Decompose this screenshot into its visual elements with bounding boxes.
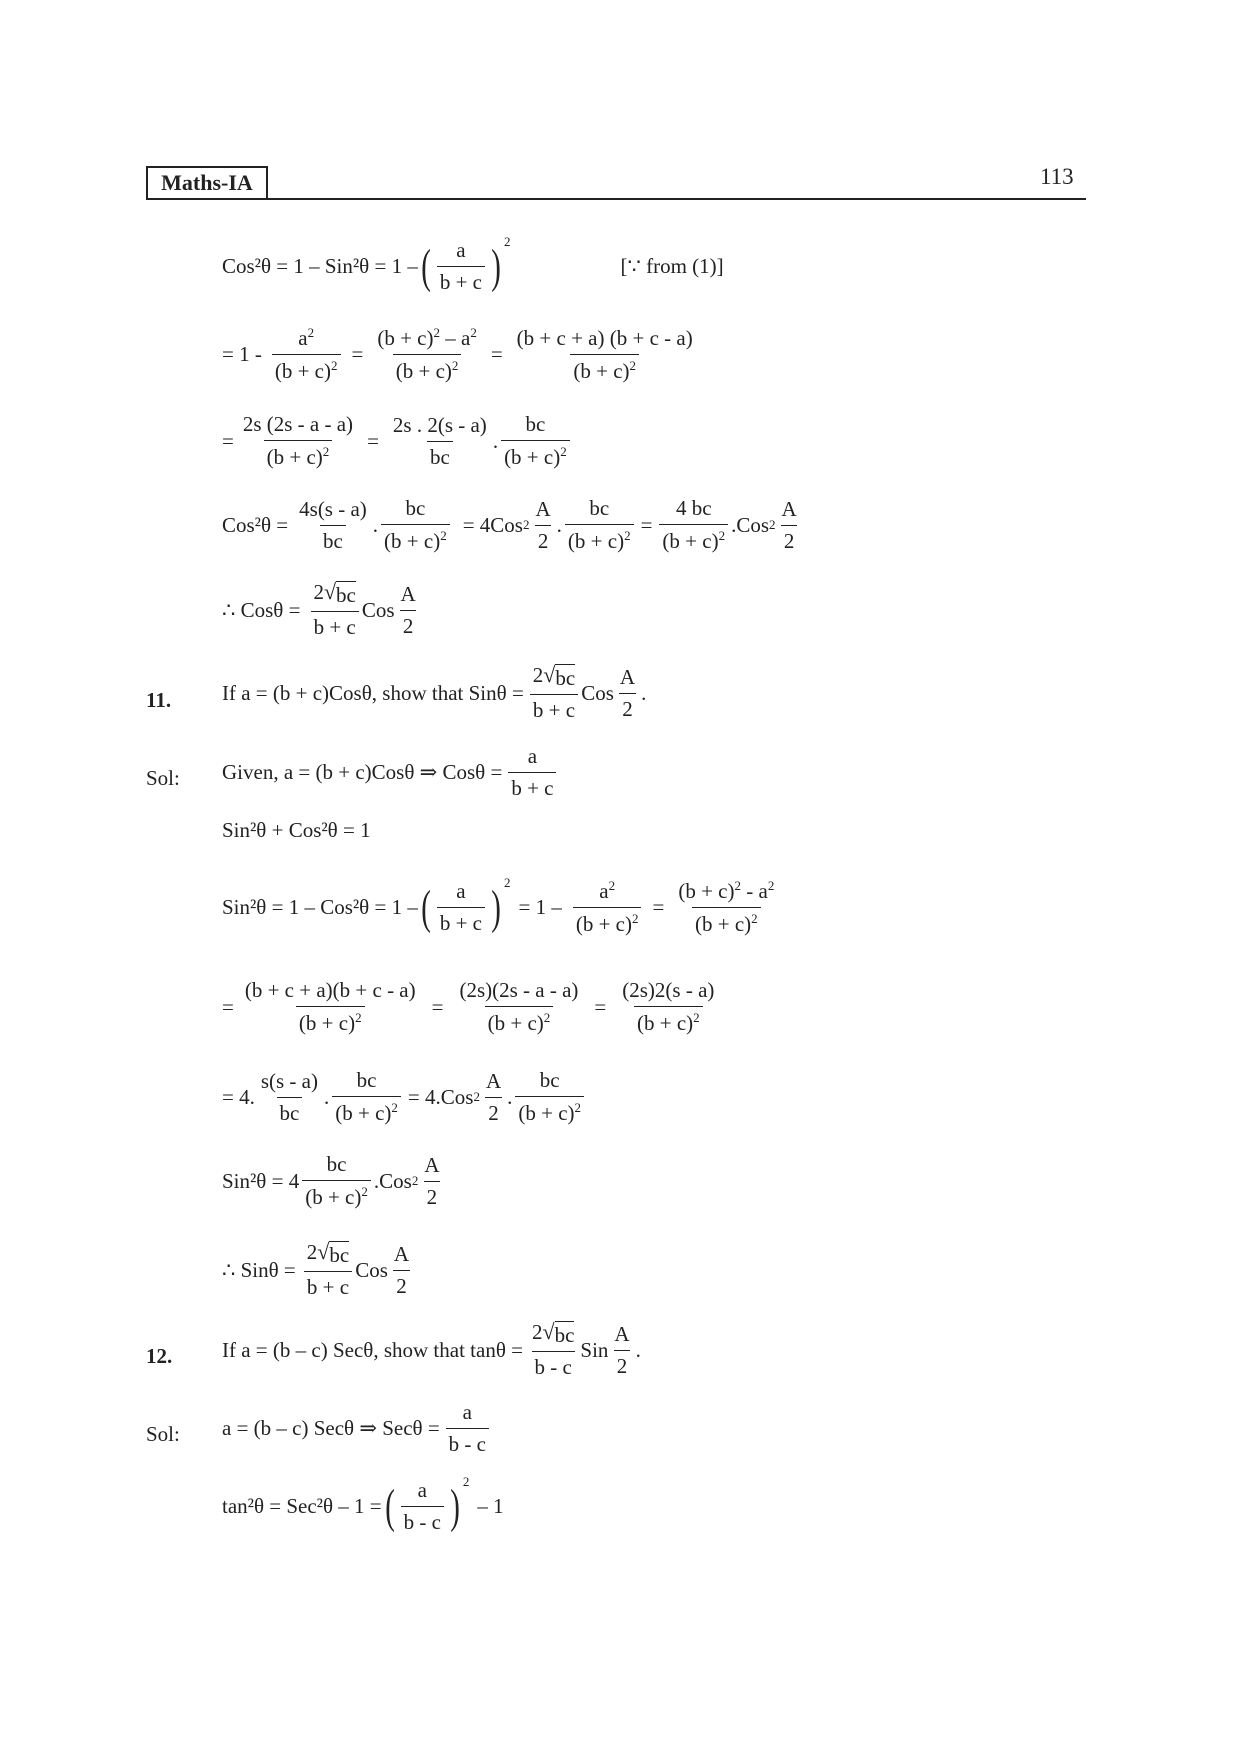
exponent: 2 bbox=[751, 911, 758, 926]
denominator: 2 bbox=[400, 610, 417, 639]
text: .Cos bbox=[373, 1168, 412, 1193]
numerator: (b + c) bbox=[377, 326, 434, 350]
exponent: 2 bbox=[473, 1089, 480, 1104]
question-number: 11. bbox=[146, 688, 172, 712]
denominator: (b + c) bbox=[573, 358, 630, 383]
radical: √ bc bbox=[543, 662, 576, 690]
fraction bbox=[437, 238, 485, 295]
equals: = bbox=[367, 428, 379, 453]
dot: . bbox=[507, 1084, 513, 1109]
exponent: 2 bbox=[718, 528, 726, 543]
text: ∴ Cosθ = bbox=[222, 597, 301, 622]
fraction bbox=[302, 1152, 371, 1210]
exponent: 2 bbox=[629, 357, 637, 373]
exponent: 2 bbox=[470, 325, 477, 340]
denominator: (b + c) bbox=[575, 912, 632, 936]
paren-group: ( $\frac{a}{b + c}$ ) 2 bbox=[421, 875, 511, 935]
numerator: A bbox=[614, 1321, 630, 1346]
header-title: Maths-IA bbox=[161, 170, 253, 195]
exponent: 2 bbox=[391, 1100, 398, 1115]
denominator: (b + c) bbox=[694, 912, 752, 936]
question-text: If a = (b – c) Secθ, show that tanθ = bbox=[222, 1337, 523, 1362]
numerator: A bbox=[393, 1241, 410, 1266]
exponent: 2 bbox=[624, 528, 631, 543]
text: Sin²θ = 1 – Cos²θ = 1 – bbox=[222, 895, 418, 919]
fraction bbox=[617, 665, 638, 722]
equals: = bbox=[490, 342, 503, 366]
fraction bbox=[619, 978, 717, 1036]
denominator: (b + c) bbox=[637, 1011, 694, 1035]
exponent: 2 bbox=[503, 875, 511, 890]
fraction bbox=[483, 1069, 504, 1126]
text: Sin²θ = 4 bbox=[222, 1168, 300, 1193]
denominator: 2 bbox=[619, 693, 636, 722]
numerator: (2s)2(s - a) bbox=[622, 978, 715, 1002]
exponent: 2 bbox=[574, 1100, 582, 1115]
eq-line-2 bbox=[222, 325, 699, 384]
header-title-box bbox=[146, 166, 268, 200]
text: = 4. bbox=[222, 1084, 255, 1109]
exponent: 2 bbox=[522, 517, 530, 532]
fraction bbox=[304, 1240, 352, 1300]
text: = 1 - bbox=[222, 342, 262, 366]
header-rule bbox=[146, 198, 1086, 200]
numerator: bc bbox=[539, 1068, 560, 1092]
fraction bbox=[675, 878, 777, 937]
numerator: 4 bc bbox=[675, 496, 712, 520]
solution-label: Sol: bbox=[146, 1422, 180, 1446]
denominator: b - c bbox=[401, 1506, 444, 1535]
denominator: b - c bbox=[532, 1351, 575, 1380]
numerator: bc bbox=[525, 412, 546, 436]
fraction bbox=[611, 1322, 632, 1379]
dot: . bbox=[372, 512, 379, 537]
fraction bbox=[530, 663, 578, 723]
denominator: 2 bbox=[393, 1270, 410, 1299]
numerator-part: – a bbox=[440, 326, 471, 350]
exponent: 2 bbox=[440, 528, 447, 543]
fraction bbox=[391, 1242, 412, 1299]
eq-line-4 bbox=[222, 496, 803, 554]
denominator: b + c bbox=[437, 907, 485, 936]
eq-line-1 bbox=[222, 234, 724, 295]
numerator: A bbox=[781, 496, 797, 521]
coefficient: 2 bbox=[532, 663, 544, 687]
equals: = bbox=[640, 512, 653, 537]
text: ∴ Sinθ = bbox=[222, 1257, 296, 1282]
question-number: 12. bbox=[146, 1344, 173, 1368]
text: tan²θ = Sec²θ – 1 = bbox=[222, 1494, 382, 1518]
exponent: 2 bbox=[451, 358, 459, 373]
denominator: (b + c) bbox=[504, 445, 561, 469]
denominator: 2 bbox=[535, 525, 552, 554]
text: Cos bbox=[581, 680, 614, 705]
solution-label: Sol: bbox=[146, 766, 180, 790]
page-number: 113 bbox=[1040, 164, 1074, 189]
exponent: 2 bbox=[462, 1474, 470, 1489]
denominator: 2 bbox=[424, 1181, 441, 1210]
exponent: 2 bbox=[433, 325, 440, 340]
radicand: bc bbox=[554, 1323, 575, 1347]
radicand: bc bbox=[329, 1243, 350, 1267]
denominator: (b + c) bbox=[274, 359, 331, 383]
fraction bbox=[446, 1400, 489, 1457]
text: Cos²θ = bbox=[222, 512, 289, 537]
denominator: (b + c) bbox=[567, 529, 625, 553]
numerator: (2s)(2s - a - a) bbox=[459, 978, 579, 1002]
text: = 1 – bbox=[518, 895, 562, 919]
fraction bbox=[374, 325, 479, 384]
paren-group: ( $\frac{a}{b + c}$ ) 2 bbox=[421, 234, 511, 294]
numerator: a bbox=[298, 326, 308, 350]
text: Cos bbox=[355, 1257, 388, 1282]
denominator: (b + c) bbox=[305, 1185, 362, 1209]
fraction bbox=[401, 1478, 444, 1535]
numerator: A bbox=[424, 1152, 440, 1177]
denominator: (b + c) bbox=[487, 1011, 544, 1035]
fraction bbox=[398, 582, 419, 639]
numerator-part: - a bbox=[740, 879, 768, 903]
text: = bbox=[222, 428, 234, 453]
coefficient: 2 bbox=[531, 1320, 543, 1344]
denominator: (b + c) bbox=[298, 1011, 356, 1035]
question-11 bbox=[222, 663, 646, 723]
fraction bbox=[779, 497, 800, 554]
exponent: 2 bbox=[543, 1010, 551, 1025]
denominator: b + c bbox=[530, 694, 578, 723]
sol11-line-1 bbox=[222, 744, 559, 801]
fraction bbox=[296, 497, 370, 554]
numerator: bc bbox=[326, 1152, 347, 1176]
numerator: bc bbox=[356, 1068, 377, 1092]
paren-group: ( $\frac{a}{b - c}$ ) 2 bbox=[384, 1474, 470, 1534]
fraction bbox=[532, 497, 553, 554]
fraction bbox=[501, 412, 570, 470]
numerator: A bbox=[619, 664, 636, 689]
radicand: bc bbox=[336, 583, 356, 607]
denominator: bc bbox=[320, 525, 346, 554]
exponent: 2 bbox=[734, 878, 741, 893]
numerator: A bbox=[400, 581, 416, 606]
radical: √ bc bbox=[323, 579, 356, 607]
text: = 4.Cos bbox=[407, 1084, 474, 1109]
denominator: (b + c) bbox=[518, 1101, 575, 1125]
denominator: 2 bbox=[485, 1097, 502, 1126]
radical: √ bc bbox=[542, 1319, 575, 1347]
numerator: a bbox=[456, 879, 466, 903]
numerator: 2s . 2(s - a) bbox=[392, 412, 487, 437]
numerator: 2s (2s - a - a) bbox=[242, 412, 354, 436]
question-text: If a = (b + c)Cosθ, show that Sinθ = bbox=[222, 680, 524, 705]
question-12 bbox=[222, 1320, 641, 1380]
fraction bbox=[565, 496, 634, 554]
exponent: 2 bbox=[608, 878, 616, 893]
equals: = bbox=[351, 342, 364, 366]
eq-line-5 bbox=[222, 580, 422, 640]
equals: = bbox=[652, 895, 665, 919]
exponent: 2 bbox=[693, 1010, 700, 1025]
denominator: bc bbox=[427, 441, 453, 470]
numerator: s(s - a) bbox=[260, 1068, 318, 1093]
eq-line-3 bbox=[222, 412, 573, 470]
text: Cos bbox=[361, 597, 395, 622]
fraction bbox=[381, 496, 450, 554]
fraction bbox=[573, 878, 642, 937]
note: [∵ from (1)] bbox=[620, 254, 724, 278]
text: – 1 bbox=[477, 1494, 504, 1518]
numerator: a bbox=[527, 744, 538, 768]
sol12-line-1 bbox=[222, 1400, 492, 1457]
exponent: 2 bbox=[560, 444, 567, 459]
sol11-line-5 bbox=[222, 1068, 587, 1126]
denominator: b + c bbox=[437, 266, 485, 295]
numerator: a bbox=[599, 879, 609, 903]
fraction bbox=[258, 1069, 321, 1126]
text: .Cos bbox=[731, 512, 769, 537]
text: Sin²θ + Cos²θ = 1 bbox=[222, 818, 371, 842]
denominator: (b + c) bbox=[395, 359, 452, 383]
denominator: bc bbox=[277, 1097, 303, 1126]
text: . bbox=[635, 1337, 641, 1362]
fraction bbox=[242, 978, 419, 1036]
fraction bbox=[332, 1068, 401, 1126]
sol11-line-2 bbox=[222, 818, 371, 843]
exponent: 2 bbox=[411, 1173, 419, 1188]
numerator: A bbox=[535, 496, 551, 521]
numerator: 4s(s - a) bbox=[299, 496, 367, 521]
equals: = bbox=[594, 994, 607, 1019]
fraction bbox=[508, 744, 556, 801]
exponent: 2 bbox=[322, 444, 330, 459]
denominator: b + c bbox=[304, 1271, 352, 1300]
numerator: bc bbox=[589, 496, 610, 520]
numerator: bc bbox=[405, 496, 426, 520]
text: Cos²θ = 1 – Sin²θ = 1 – bbox=[222, 254, 418, 278]
numerator: A bbox=[485, 1068, 502, 1093]
denominator: (b + c) bbox=[662, 529, 719, 553]
sol12-line-2 bbox=[222, 1474, 504, 1535]
denominator: b + c bbox=[311, 611, 359, 640]
text: = 4Cos bbox=[462, 512, 523, 537]
denominator: 2 bbox=[781, 525, 798, 554]
exponent: 2 bbox=[767, 878, 775, 893]
sol11-line-6 bbox=[222, 1152, 445, 1210]
sol11-line-4 bbox=[222, 978, 720, 1036]
text: . bbox=[641, 680, 647, 705]
fraction bbox=[514, 326, 696, 384]
text: Sin bbox=[580, 1337, 609, 1362]
exponent: 2 bbox=[361, 1184, 368, 1199]
fraction bbox=[240, 412, 356, 470]
numerator: a bbox=[456, 238, 466, 262]
exponent: 2 bbox=[769, 517, 776, 532]
denominator: b + c bbox=[508, 772, 556, 801]
fraction bbox=[437, 879, 485, 936]
coefficient: 2 bbox=[306, 1240, 318, 1264]
fraction bbox=[456, 978, 581, 1036]
exponent: 2 bbox=[503, 234, 511, 249]
fraction bbox=[310, 580, 358, 640]
text: a = (b – c) Secθ ⇒ Secθ = bbox=[222, 1416, 440, 1440]
text: Given, a = (b + c)Cosθ ⇒ Cosθ = bbox=[222, 760, 503, 784]
equals: = bbox=[431, 994, 444, 1019]
exponent: 2 bbox=[355, 1010, 362, 1025]
denominator: (b + c) bbox=[266, 445, 323, 469]
exponent: 2 bbox=[331, 358, 338, 373]
text: = bbox=[222, 994, 234, 1019]
numerator: a bbox=[462, 1400, 472, 1424]
fraction bbox=[272, 325, 341, 384]
numerator: (b + c + a)(b + c - a) bbox=[244, 978, 416, 1002]
fraction bbox=[529, 1320, 577, 1380]
fraction bbox=[390, 413, 490, 470]
dot: . bbox=[556, 512, 562, 537]
denominator: (b + c) bbox=[384, 529, 441, 553]
numerator: (b + c + a) (b + c - a) bbox=[516, 325, 693, 350]
dot: . bbox=[324, 1084, 330, 1109]
sol11-line-7 bbox=[222, 1240, 415, 1300]
numerator: a bbox=[417, 1478, 427, 1502]
coefficient: 2 bbox=[313, 580, 324, 604]
exponent: 2 bbox=[307, 325, 315, 340]
radical: √ bc bbox=[317, 1239, 350, 1267]
denominator: b - c bbox=[446, 1428, 489, 1457]
dot: . bbox=[492, 428, 499, 453]
denominator: 2 bbox=[614, 1350, 631, 1379]
fraction bbox=[515, 1068, 584, 1126]
numerator: (b + c) bbox=[678, 879, 735, 903]
exponent: 2 bbox=[631, 911, 639, 926]
fraction bbox=[421, 1153, 442, 1210]
denominator: (b + c) bbox=[335, 1101, 392, 1125]
sol11-line-3 bbox=[222, 875, 780, 937]
fraction bbox=[659, 496, 728, 554]
radicand: bc bbox=[555, 666, 576, 690]
